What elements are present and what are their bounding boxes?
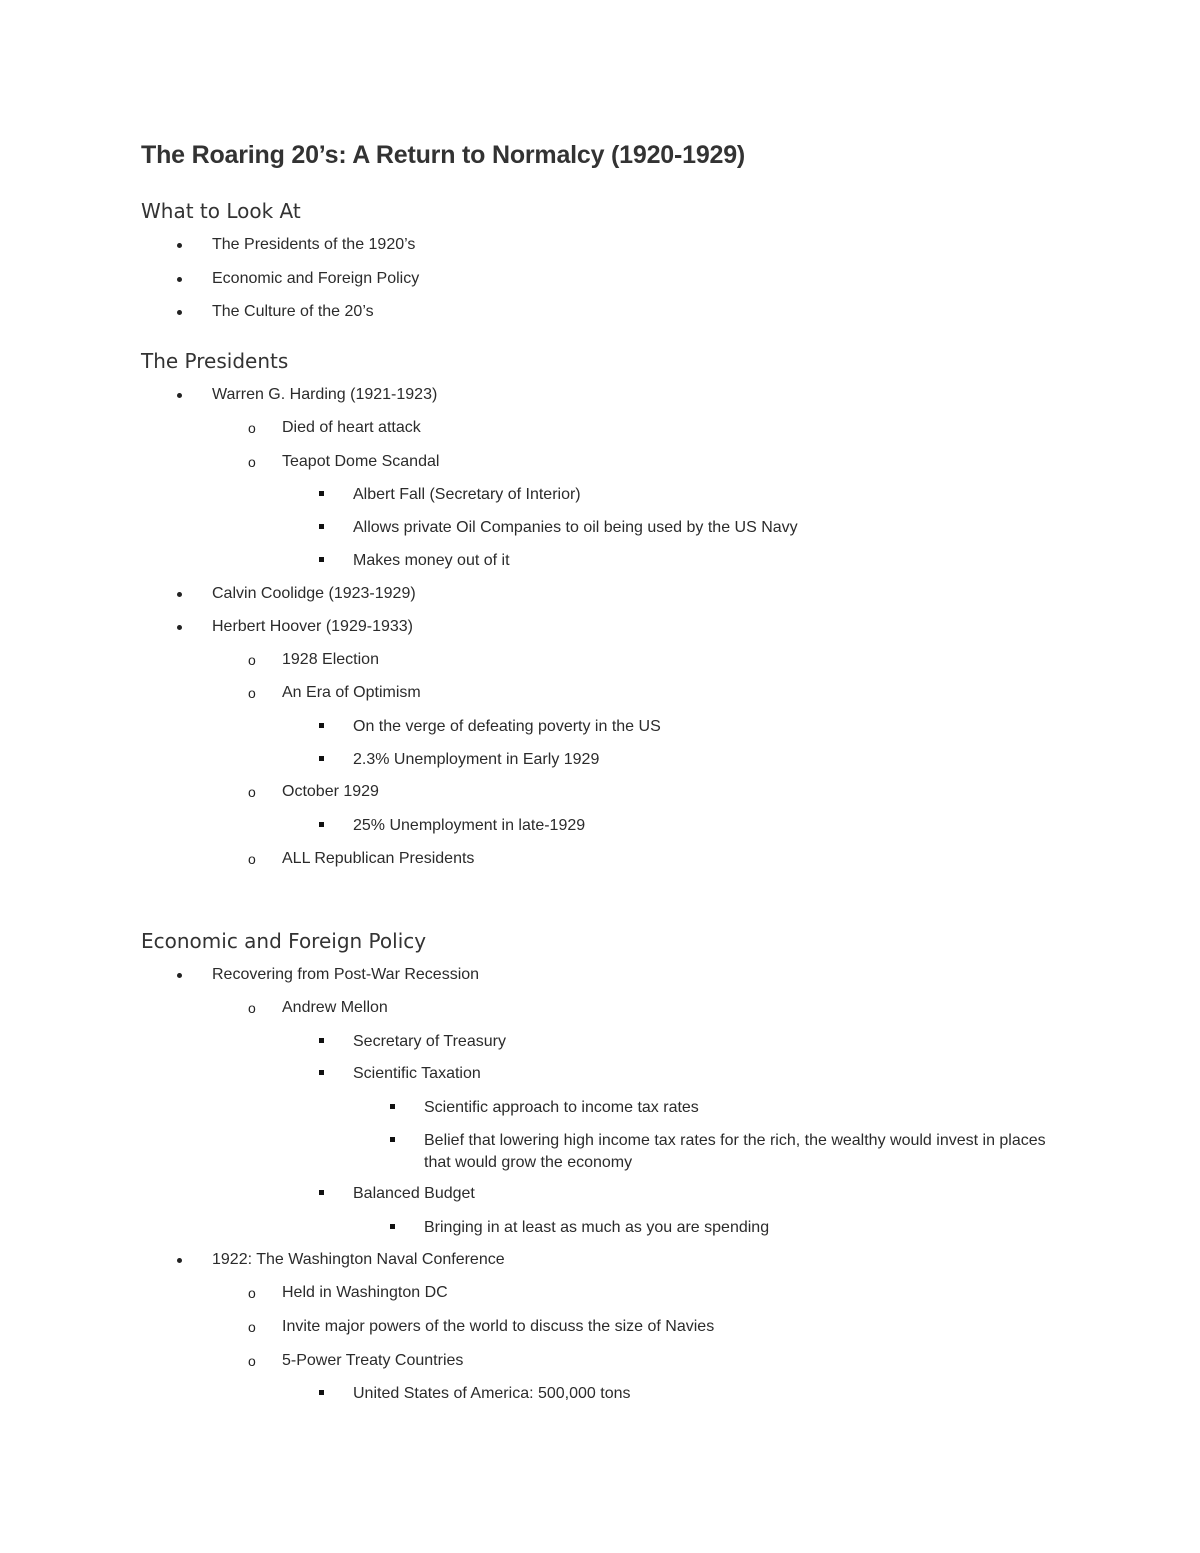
list-item: United States of America: 500,000 tons bbox=[353, 1383, 631, 1405]
list-item: Recovering from Post-War Recession bbox=[212, 964, 479, 986]
square-bullet-icon bbox=[319, 822, 324, 827]
bullet-icon bbox=[177, 310, 182, 315]
list-item: Allows private Oil Companies to oil being used by the US Navy bbox=[353, 517, 798, 539]
square-bullet-icon bbox=[319, 491, 324, 496]
bullet-icon bbox=[177, 277, 182, 282]
bullet-icon bbox=[177, 592, 182, 597]
square-bullet-icon bbox=[319, 1390, 324, 1395]
section-heading-presidents: The Presidents bbox=[141, 349, 289, 373]
bullet-icon bbox=[177, 1258, 182, 1263]
list-item: Makes money out of it bbox=[353, 550, 510, 572]
circle-bullet-icon: o bbox=[248, 1353, 256, 1369]
list-item: Warren G. Harding (1921-1923) bbox=[212, 384, 437, 406]
list-item: Bringing in at least as much as you are spending bbox=[424, 1217, 1064, 1239]
list-item: The Presidents of the 1920’s bbox=[212, 234, 415, 256]
list-item: 25% Unemployment in late-1929 bbox=[353, 815, 585, 837]
circle-bullet-icon: o bbox=[248, 685, 256, 701]
list-item: Albert Fall (Secretary of Interior) bbox=[353, 484, 581, 506]
list-item: o 1928 Election bbox=[282, 649, 379, 671]
bullet-icon bbox=[177, 393, 182, 398]
circle-bullet-icon: o bbox=[248, 1285, 256, 1301]
page-title: The Roaring 20’s: A Return to Normalcy (1920-1929) bbox=[141, 141, 746, 169]
square-bullet-icon bbox=[319, 723, 324, 728]
square-bullet-icon bbox=[319, 756, 324, 761]
list-item: Secretary of Treasury bbox=[353, 1031, 506, 1053]
list-item: Scientific approach to income tax rates bbox=[424, 1097, 1064, 1119]
square-bullet-icon bbox=[319, 524, 324, 529]
square-bullet-icon bbox=[390, 1137, 395, 1142]
list-item: o An Era of Optimism bbox=[282, 682, 421, 704]
list-item: o 5-Power Treaty Countries bbox=[282, 1350, 463, 1372]
list-item: o Invite major powers of the world to discuss the size of Navies bbox=[282, 1316, 714, 1338]
square-bullet-icon bbox=[319, 1070, 324, 1075]
list-item: o Died of heart attack bbox=[282, 417, 421, 439]
square-bullet-icon bbox=[319, 557, 324, 562]
list-item: The Culture of the 20’s bbox=[212, 301, 374, 323]
circle-bullet-icon: o bbox=[248, 1000, 256, 1016]
list-item: o Held in Washington DC bbox=[282, 1282, 448, 1304]
section-heading-what-to-look-at: What to Look At bbox=[141, 199, 301, 223]
circle-bullet-icon: o bbox=[248, 652, 256, 668]
circle-bullet-icon: o bbox=[248, 784, 256, 800]
list-item: o October 1929 bbox=[282, 781, 379, 803]
bullet-icon bbox=[177, 973, 182, 978]
square-bullet-icon bbox=[319, 1190, 324, 1195]
list-item: 1922: The Washington Naval Conference bbox=[212, 1249, 505, 1271]
circle-bullet-icon: o bbox=[248, 1319, 256, 1335]
circle-bullet-icon: o bbox=[248, 851, 256, 867]
list-item: Economic and Foreign Policy bbox=[212, 268, 419, 290]
list-item: Calvin Coolidge (1923-1929) bbox=[212, 583, 416, 605]
list-item: Balanced Budget bbox=[353, 1183, 475, 1205]
square-bullet-icon bbox=[319, 1038, 324, 1043]
square-bullet-icon bbox=[390, 1104, 395, 1109]
list-item: Scientific Taxation bbox=[353, 1063, 481, 1085]
list-item: o ALL Republican Presidents bbox=[282, 848, 474, 870]
square-bullet-icon bbox=[390, 1224, 395, 1229]
circle-bullet-icon: o bbox=[248, 454, 256, 470]
bullet-icon bbox=[177, 243, 182, 248]
list-item: Herbert Hoover (1929-1933) bbox=[212, 616, 413, 638]
list-item: Belief that lowering high income tax rates for the rich, the wealthy would invest in places that would grow the economy bbox=[424, 1130, 1064, 1174]
list-item: On the verge of defeating poverty in the US bbox=[353, 716, 661, 738]
list-item: 2.3% Unemployment in Early 1929 bbox=[353, 749, 599, 771]
list-item: o Andrew Mellon bbox=[282, 997, 388, 1019]
circle-bullet-icon: o bbox=[248, 420, 256, 436]
section-heading-economic-foreign-policy: Economic and Foreign Policy bbox=[141, 929, 427, 953]
list-item: o Teapot Dome Scandal bbox=[282, 451, 439, 473]
bullet-icon bbox=[177, 625, 182, 630]
